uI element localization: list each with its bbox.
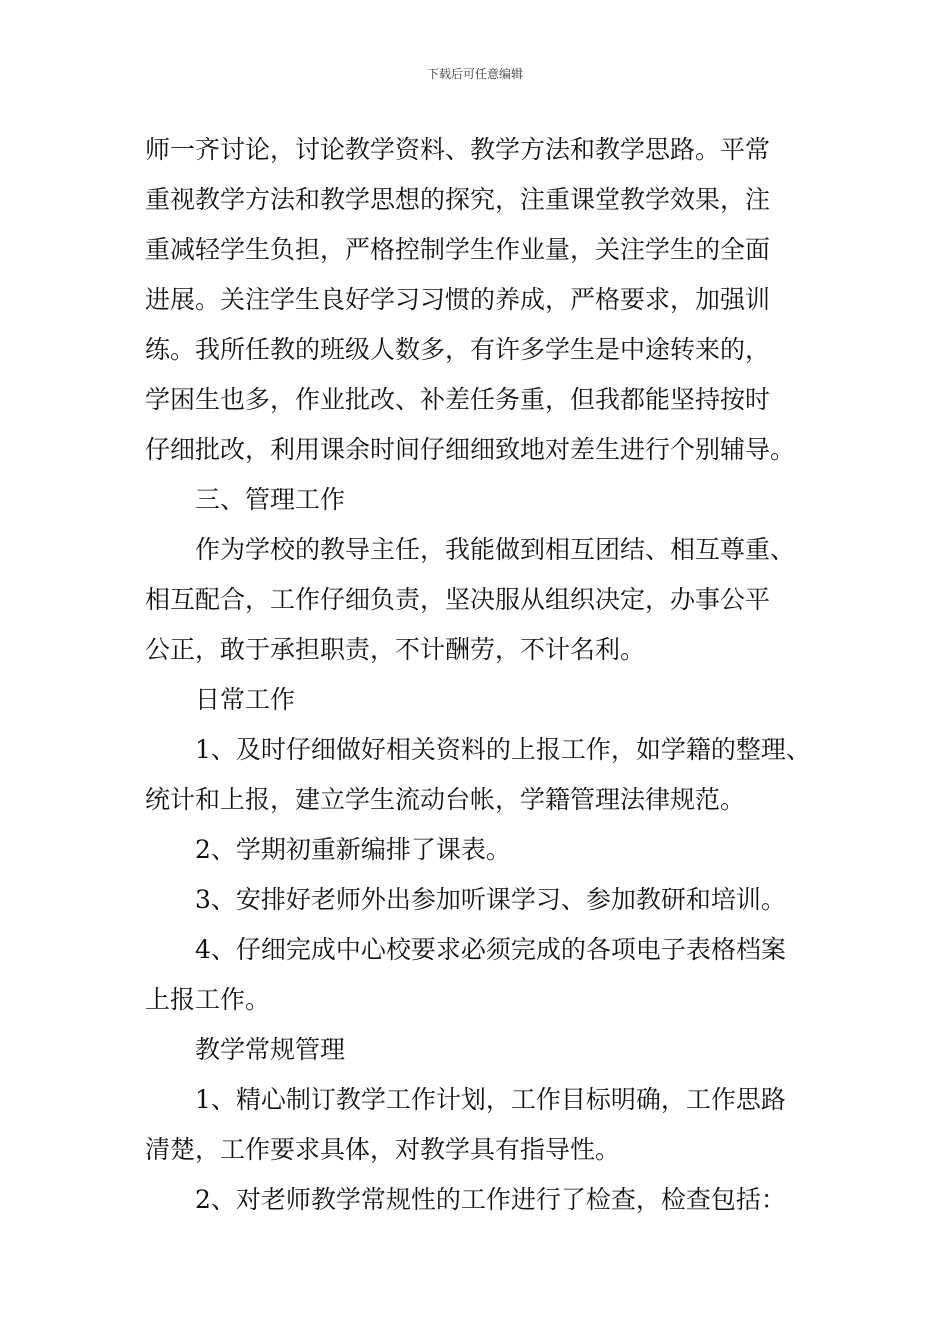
text-line: 4、仔细完成中心校要求必须完成的各项电子表格档案 [195,935,786,964]
text-line: 作为学校的教导主任，我能做到相互团结、相互尊重、 [195,535,796,564]
text-line: 进展。关注学生良好学习习惯的养成，严格要求，加强训 [145,285,771,314]
page-header: 下载后可任意编辑 [426,67,523,81]
text-line: 1、精心制订教学工作计划，工作目标明确，工作思路 [195,1085,786,1114]
text-line: 仔细批改，利用课余时间仔细细致地对差生进行个别辅导。 [145,435,796,464]
text-line: 1、及时仔细做好相关资料的上报工作，如学籍的整理、 [195,735,811,764]
text-line: 学困生也多，作业批改、补差任务重，但我都能坚持按时 [145,385,771,414]
text-line: 上报工作。 [145,985,271,1014]
text-line: 教学常规管理 [195,1035,346,1064]
text-line: 重视教学方法和教学思想的探究，注重课堂教学效果，注 [145,185,771,214]
text-line: 师一齐讨论，讨论教学资料、教学方法和教学思路。平常 [145,135,771,164]
text-line: 日常工作 [195,685,296,714]
text-line: 2、学期初重新编排了课表。 [195,835,511,864]
text-line: 练。我所任教的班级人数多，有许多学生是中途转来的， [145,335,771,364]
text-line: 三、管理工作 [195,485,346,514]
text-line: 统计和上报，建立学生流动台帐，学籍管理法律规范。 [145,785,746,814]
text-line: 公正，敢于承担职责，不计酬劳，不计名利。 [145,635,646,664]
text-line: 3、安排好老师外出参加听课学习、参加教研和培训。 [195,885,786,914]
text-line: 清楚，工作要求具体，对教学具有指导性。 [145,1135,621,1164]
text-line: 2、对老师教学常规性的工作进行了检查，检查包括： [195,1185,786,1214]
text-line: 重减轻学生负担，严格控制学生作业量，关注学生的全面 [145,235,771,264]
text-line: 相互配合，工作仔细负责，坚决服从组织决定，办事公平 [145,585,771,614]
